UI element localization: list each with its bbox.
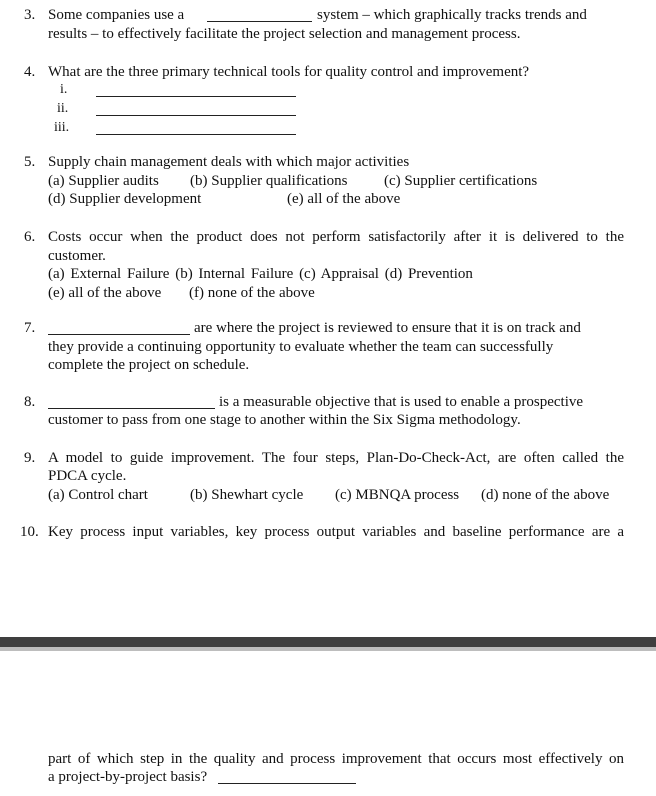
option-f: (f) none of the above: [189, 285, 315, 301]
question-number: 6.: [24, 229, 36, 245]
question-number: 4.: [24, 64, 36, 80]
question-text: A model to guide improvement. The four steps, Plan-Do-Check-Act, are often called the: [48, 450, 624, 466]
option-d: (d) none of the above: [481, 487, 610, 503]
option-c: (c) MBNQA process: [335, 487, 460, 503]
question-text: results – to effectively facilitate the project selection and management process.: [48, 26, 521, 42]
question-text: complete the project on schedule.: [48, 357, 250, 373]
question-text: PDCA cycle.: [48, 468, 127, 484]
question-text: system – which graphically tracks trends and: [317, 7, 587, 23]
question-number: 7.: [24, 320, 36, 336]
page-break-divider: [0, 637, 656, 647]
option-d: (d) Supplier development: [48, 191, 202, 207]
question-text: Some companies use a: [48, 7, 185, 23]
answer-blank[interactable]: [218, 783, 356, 784]
answer-blank[interactable]: [96, 115, 296, 116]
option-e: (e) all of the above: [287, 191, 401, 207]
option-b: (b) Supplier qualifications: [190, 173, 348, 189]
question-text: Supply chain management deals with which major activities: [48, 154, 410, 170]
question-text: are where the project is reviewed to ensure that it is on track and: [194, 320, 581, 336]
list-item-label: i.: [60, 82, 68, 97]
question-number: 8.: [24, 394, 36, 410]
answer-blank[interactable]: [96, 134, 296, 135]
question-number: 5.: [24, 154, 36, 170]
answer-blank[interactable]: [48, 408, 215, 409]
option-e: (e) all of the above: [48, 285, 162, 301]
question-text: customer.: [48, 248, 106, 264]
question-text: What are the three primary technical tools for quality control and improvement?: [48, 64, 530, 80]
question-text: Costs occur when the product does not perform satisfactorily after it is delivered to the: [48, 229, 624, 245]
option-a: (a) Supplier audits: [48, 173, 159, 189]
question-text: customer to pass from one stage to another within the Six Sigma methodology.: [48, 412, 521, 428]
question-text: is a measurable objective that is used to enable a prospective: [219, 394, 584, 410]
option-a: (a) Control chart: [48, 487, 148, 503]
list-item-label: iii.: [54, 120, 70, 135]
question-number: 3.: [24, 7, 36, 23]
question-number: 9.: [24, 450, 36, 466]
question-text: a project-by-project basis?: [48, 769, 208, 785]
question-number: 10.: [20, 524, 39, 540]
list-item-label: ii.: [57, 101, 69, 116]
question-text: Key process input variables, key process output variables and baseline performance are a: [48, 524, 624, 540]
options-row: (a) External Failure (b) Internal Failure (c) Appraisal (d) Prevention: [48, 266, 473, 282]
page-break-shadow: [0, 647, 656, 651]
answer-blank[interactable]: [48, 334, 190, 335]
question-text: they provide a continuing opportunity to evaluate whether the team can successfully: [48, 339, 554, 355]
answer-blank[interactable]: [207, 21, 312, 22]
answer-blank[interactable]: [96, 96, 296, 97]
option-b: (b) Shewhart cycle: [190, 487, 304, 503]
question-text: part of which step in the quality and process improvement that occurs most effectively on: [48, 751, 624, 767]
option-c: (c) Supplier certifications: [384, 173, 538, 189]
